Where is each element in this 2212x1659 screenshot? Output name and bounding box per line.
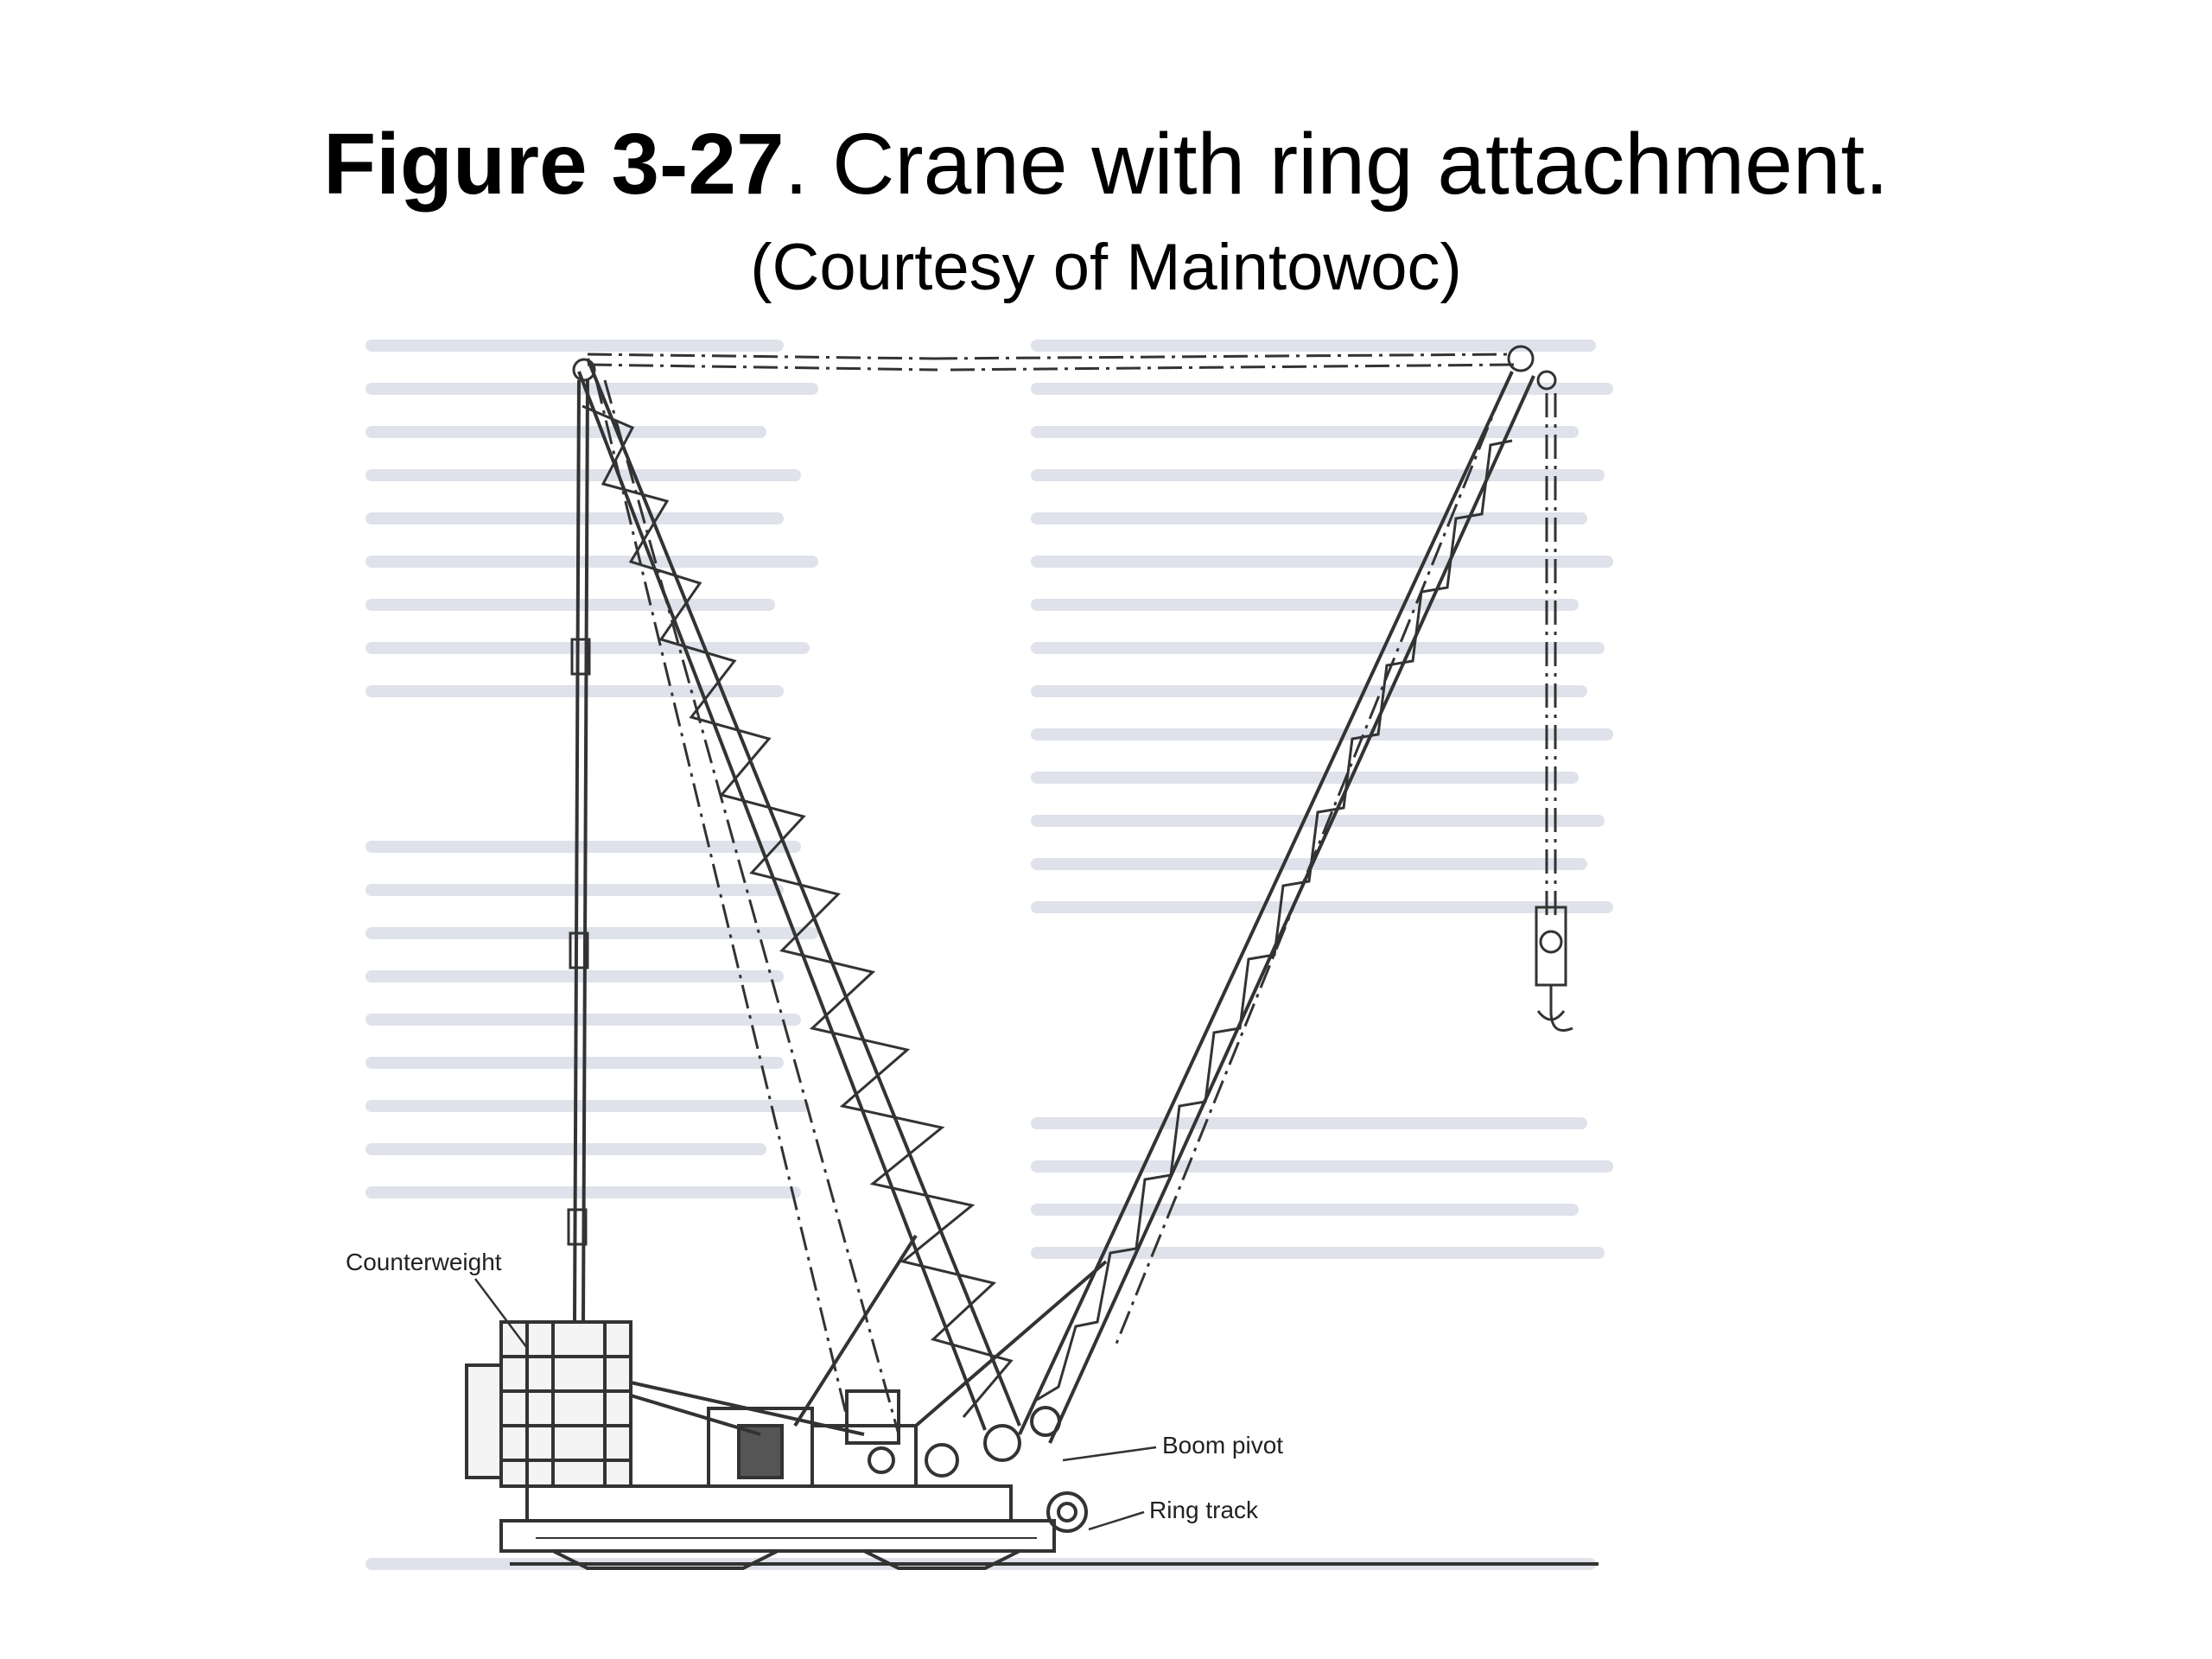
slide-subtitle: (Courtesy of Maintowoc) — [750, 231, 1462, 304]
slide-title-block — [0, 112, 2212, 311]
boom-pivot-label: Boom pivot — [1162, 1432, 1284, 1459]
ring-track-label: Ring track — [1149, 1497, 1259, 1523]
figure-number: Figure 3-27 — [323, 116, 785, 213]
hook-block — [1536, 907, 1573, 1031]
right-main-boom — [1020, 346, 1555, 1443]
slide-title — [0, 112, 2212, 216]
crane-diagram — [328, 311, 1659, 1607]
ring-track-base — [501, 1493, 1086, 1568]
crane-drawing-svg — [328, 311, 1659, 1607]
figure-caption: . Crane with ring attachment. — [784, 116, 1889, 213]
counterweight-label: Counterweight — [346, 1249, 502, 1275]
counterweight-stack — [467, 1322, 631, 1486]
